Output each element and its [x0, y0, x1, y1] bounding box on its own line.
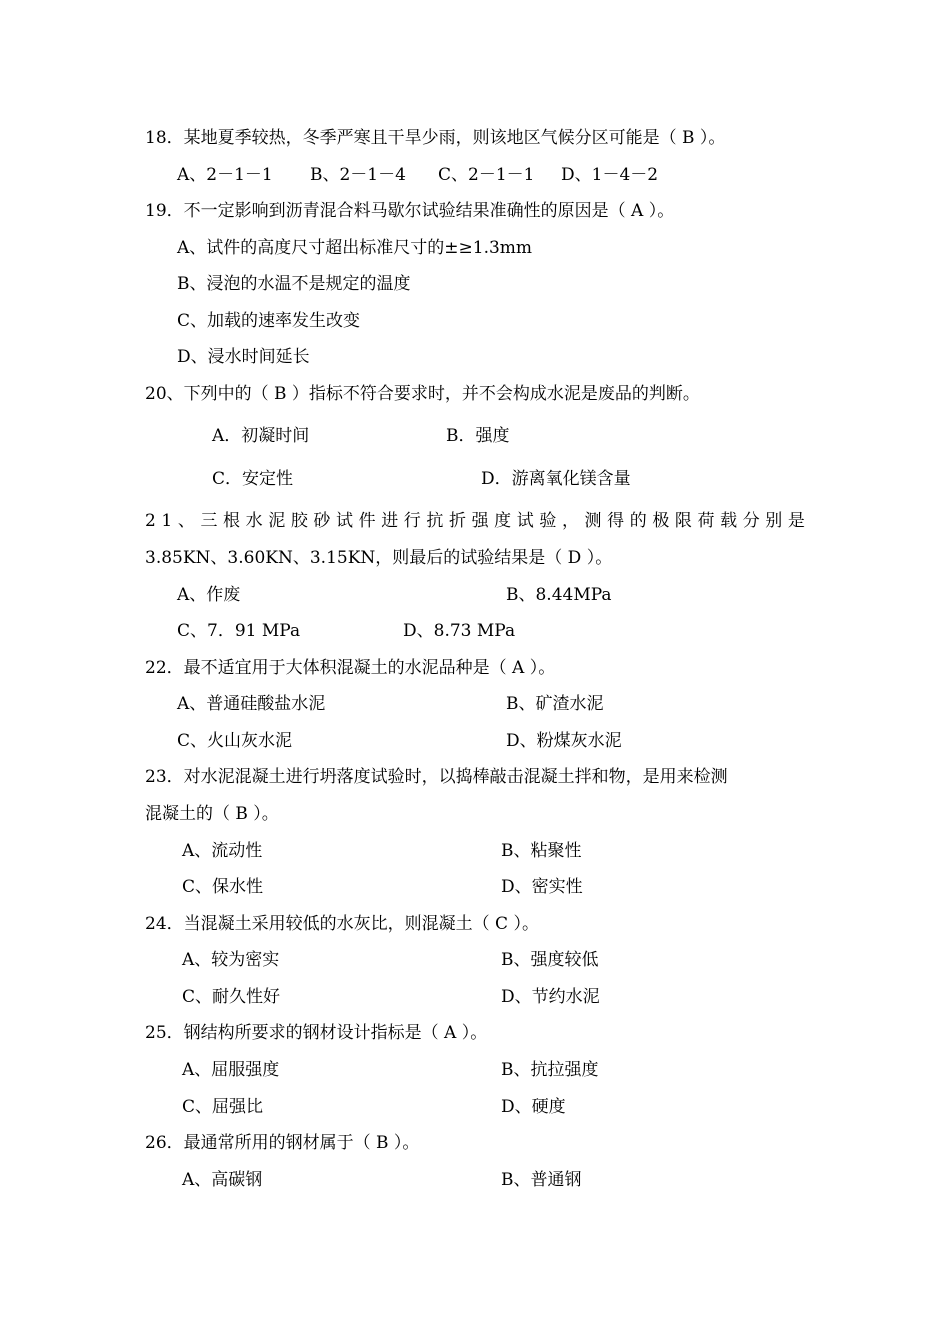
question-21-stem-char: 度 — [494, 511, 512, 531]
question-19-option-a: A、试件的高度尺寸超出标准尺寸的±≥1.3mm — [177, 238, 533, 258]
question-21-option-c: C、7．91 MPa — [177, 621, 301, 641]
question-21-stem-char: 抗 — [426, 511, 444, 531]
question-26-stem: 26．最通常所用的钢材属于（ B ）。 — [145, 1133, 420, 1153]
question-21-stem-char: 别 — [765, 511, 783, 531]
question-21-stem-char: 荷 — [697, 511, 715, 531]
question-20-option-a: A．初凝时间 — [212, 426, 310, 446]
question-21-stem-char: 水 — [245, 511, 263, 531]
question-21-stem-char: 进 — [381, 511, 399, 531]
question-22-option-d: D、粉煤灰水泥 — [506, 731, 622, 751]
question-23-option-a: A、流动性 — [182, 841, 263, 861]
question-25-option-d: D、硬度 — [501, 1097, 566, 1117]
question-22-stem: 22．最不适宜用于大体积混凝土的水泥品种是（ A ）。 — [145, 658, 556, 678]
question-24-option-c: C、耐久性好 — [182, 987, 281, 1007]
question-20-option-b: B．强度 — [446, 426, 510, 446]
question-25-option-c: C、屈强比 — [182, 1097, 264, 1117]
question-18-option-c: C、2－1－1 — [438, 165, 535, 185]
question-21-stem-char: 强 — [471, 511, 489, 531]
question-20-option-d: D．游离氧化镁含量 — [481, 469, 631, 489]
question-18-option-b: B、2－1－4 — [310, 165, 406, 185]
question-20-option-c: C．安定性 — [212, 469, 294, 489]
question-20-stem: 20、下列中的（ B ）指标不符合要求时，并不会构成水泥是废品的判断。 — [145, 384, 700, 404]
question-21-stem-char: 1 — [161, 511, 173, 531]
question-18-stem: 18．某地夏季较热，冬季严寒且干旱少雨，则该地区气候分区可能是（ B ）。 — [145, 128, 726, 148]
question-21-stem-char: 验 — [539, 511, 557, 531]
question-21-stem-char: 是 — [787, 511, 805, 531]
question-21-stem-char: 限 — [674, 511, 692, 531]
question-22-option-a: A、普通硅酸盐水泥 — [177, 694, 326, 714]
question-23-stem-line1: 23．对水泥混凝土进行坍落度试验时，以捣棒敲击混凝土拌和物，是用来检测 — [145, 767, 728, 787]
question-22-option-b: B、矿渣水泥 — [506, 694, 604, 714]
question-19-option-d: D、浸水时间延长 — [177, 347, 310, 367]
question-24-stem: 24．当混凝土采用较低的水灰比，则混凝土（ C ）。 — [145, 914, 539, 934]
question-21-stem-char: 泥 — [268, 511, 286, 531]
question-19-stem: 19．不一定影响到沥青混合料马歇尔试验结果准确性的原因是（ A ）。 — [145, 201, 675, 221]
question-21-stem-char: 的 — [629, 511, 647, 531]
question-21-stem-char: 三 — [200, 511, 218, 531]
question-23-option-d: D、密实性 — [501, 877, 583, 897]
question-21-stem-char: 载 — [720, 511, 738, 531]
question-21-stem-char: 行 — [403, 511, 421, 531]
question-21-stem-char: 试 — [516, 511, 534, 531]
question-21-stem-char: 件 — [358, 511, 376, 531]
question-21-stem-line2: 3.85KN、3.60KN、3.15KN，则最后的试验结果是（ D ）。 — [145, 548, 613, 568]
question-25-option-a: A、屈服强度 — [182, 1060, 280, 1080]
question-24-option-b: B、强度较低 — [501, 950, 599, 970]
question-21-stem-char: 根 — [223, 511, 241, 531]
question-23-option-b: B、粘聚性 — [501, 841, 582, 861]
question-21-stem-char: 胶 — [290, 511, 308, 531]
question-21-stem-char: 分 — [742, 511, 760, 531]
question-21-stem-char: 试 — [336, 511, 353, 531]
question-21-stem-line1 — [145, 511, 805, 531]
question-21-stem-char: 砂 — [313, 511, 331, 531]
question-19-option-c: C、加载的速率发生改变 — [177, 311, 361, 331]
question-24-option-d: D、节约水泥 — [501, 987, 600, 1007]
question-21-option-b: B、8.44MPa — [506, 585, 612, 605]
question-23-stem-line2: 混凝土的（ B ）。 — [145, 804, 279, 824]
question-21-stem-char: 2 — [145, 511, 156, 531]
question-21-stem-char: 得 — [607, 511, 625, 531]
question-26-option-b: B、普通钢 — [501, 1170, 582, 1190]
question-24-option-a: A、较为密实 — [182, 950, 280, 970]
question-21-stem-char: 折 — [448, 511, 466, 531]
question-21-stem-char: ， — [561, 511, 579, 531]
question-18-option-d: D、1－4－2 — [561, 165, 659, 185]
question-19-option-b: B、浸泡的水温不是规定的温度 — [177, 274, 411, 294]
question-21-stem-char: 、 — [177, 511, 195, 531]
question-25-stem: 25．钢结构所要求的钢材设计指标是（ A ）。 — [145, 1023, 488, 1043]
question-21-stem-char: 测 — [584, 511, 602, 531]
question-21-option-a: A、作废 — [177, 585, 241, 605]
question-23-option-c: C、保水性 — [182, 877, 264, 897]
question-22-option-c: C、火山灰水泥 — [177, 731, 293, 751]
question-21-stem-char: 极 — [652, 511, 670, 531]
question-18-option-a: A、2－1－1 — [177, 165, 273, 185]
question-26-option-a: A、高碳钢 — [182, 1170, 263, 1190]
question-21-option-d: D、8.73 MPa — [403, 621, 516, 641]
question-25-option-b: B、抗拉强度 — [501, 1060, 599, 1080]
